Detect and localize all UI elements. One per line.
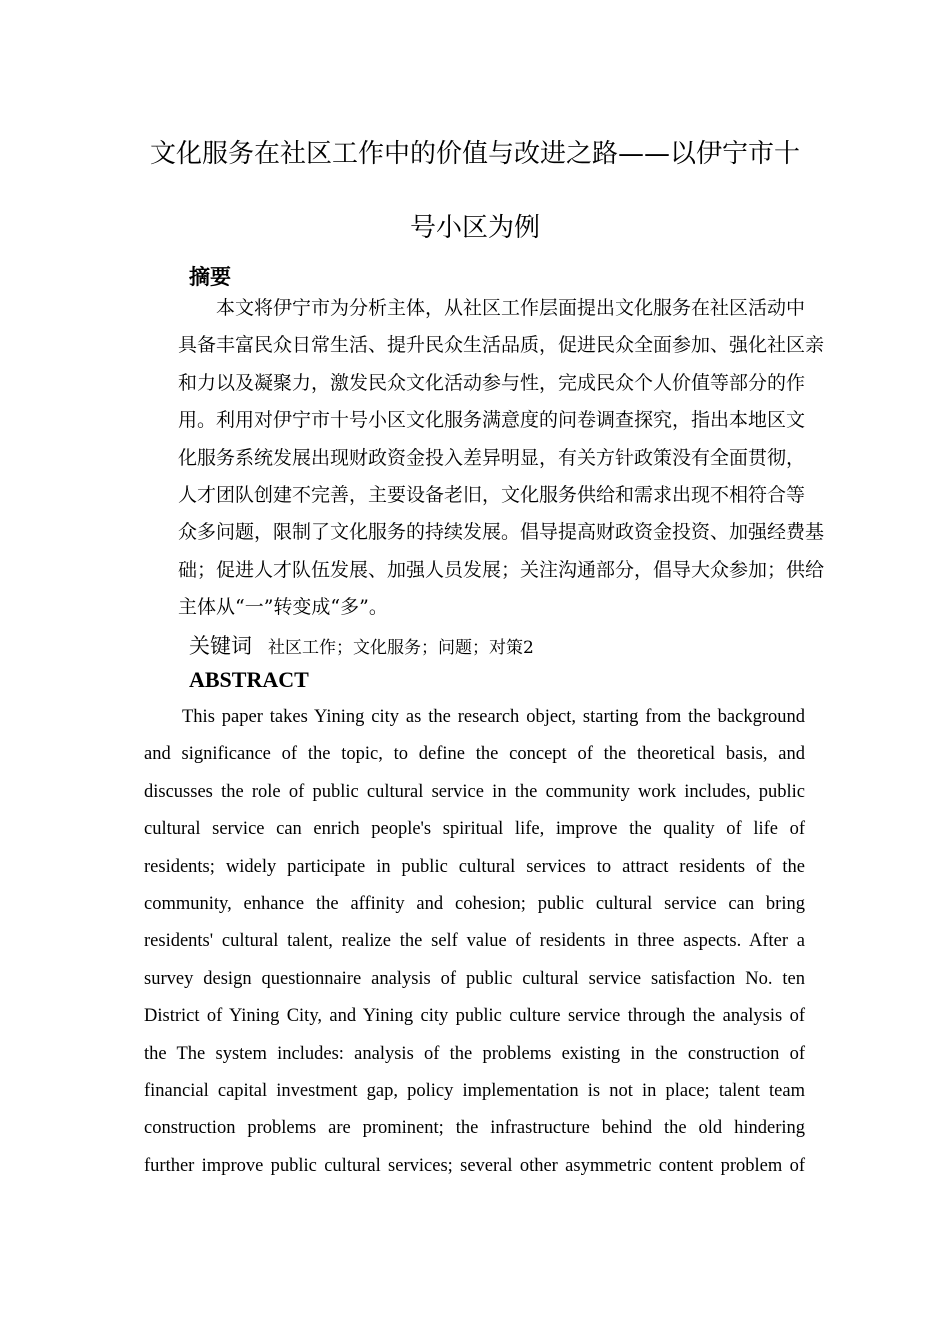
text-line: 本文将伊宁市为分析主体，从社区工作层面提出文化服务在社区活动中 <box>216 297 806 319</box>
text-line: This paper takes Yining city as the research object, starting from the background <box>182 707 805 727</box>
text-line: residents' cultural talent, realize the self value of residents in three aspects. After a <box>144 931 805 952</box>
text-line: the The system includes: analysis of the problems existing in the construction of <box>144 1043 805 1064</box>
text-line: financial capital investment gap, policy implementation is not in place; talent team <box>144 1081 805 1102</box>
text-line: 人才团队创建不完善，主要设备老旧，文化服务供给和需求出现不相符合等 <box>178 484 806 507</box>
title-line-1: 文化服务在社区工作中的价值与改进之路——以伊宁市十 <box>149 139 800 169</box>
text-line: 用。利用对伊宁市十号小区文化服务满意度的问卷调查探究，指出本地区文 <box>178 409 806 432</box>
text-line: 础；促进人才队伍发展、加强人员发展；关注沟通部分，倡导大众参加；供给 <box>178 558 825 581</box>
text-line: community, enhance the affinity and cohesion; public cultural service can bring <box>144 894 805 915</box>
abstract-cn-heading: 摘要 <box>189 265 231 289</box>
text-line: further improve public cultural services; several other asymmetric content problem of <box>144 1155 805 1176</box>
text-line: construction problems are prominent; the infrastructure behind the old hindering <box>144 1118 805 1139</box>
keywords <box>189 630 534 660</box>
title-line-2: 号小区为例 <box>409 213 540 243</box>
text-line: discusses the role of public cultural service in the community work includes, public <box>144 781 805 802</box>
text-line: residents; widely participate in public cultural services to attract residents of the <box>144 856 805 877</box>
abstract-en-body <box>144 699 805 1185</box>
text-line: survey design questionnaire analysis of public cultural service satisfaction No. ten <box>144 968 805 989</box>
text-line: and significance of the topic, to define the concept of the theoretical basis, and <box>144 744 805 765</box>
abstract-cn-body <box>178 290 825 627</box>
text-line: 众多问题，限制了文化服务的持续发展。倡导提高财政资金投资、加强经费基 <box>178 521 825 544</box>
text-line: 主体从“一”转变成“多”。 <box>178 596 388 619</box>
text-line: cultural service can enrich people's spiritual life, improve the quality of life of <box>144 819 805 840</box>
text-line: 化服务系统发展出现财政资金投入差异明显，有关方针政策没有全面贯彻， <box>178 446 806 469</box>
text-line: 和力以及凝聚力，激发民众文化活动参与性，完成民众个人价值等部分的作 <box>178 371 806 394</box>
text-line: District of Yining City, and Yining city public culture service through the analysis of <box>144 1006 805 1027</box>
keywords-value: 社区工作；文化服务；问题；对策2 <box>268 638 534 658</box>
keywords-label: 关键词 <box>189 634 252 658</box>
abstract-en-heading: ABSTRACT <box>189 667 309 692</box>
text-line: 具备丰富民众日常生活、提升民众生活品质，促进民众全面参加、强化社区亲 <box>178 334 825 357</box>
